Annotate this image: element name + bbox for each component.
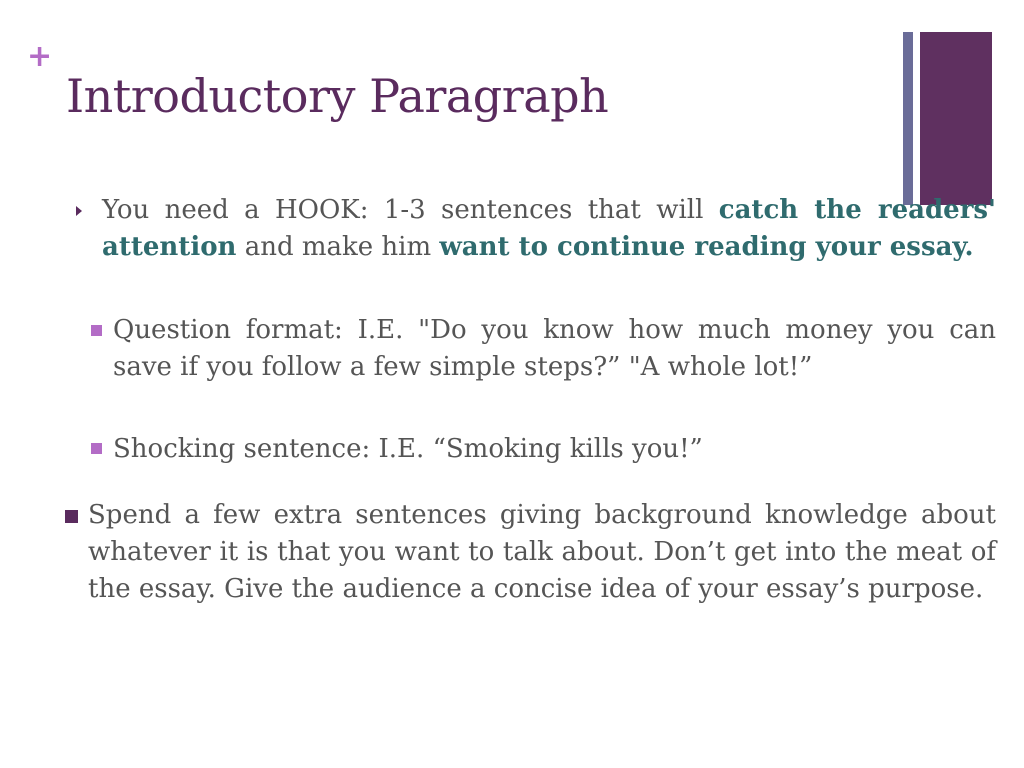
slide-title: Introductory Paragraph: [66, 69, 609, 123]
square-bullet-icon: [91, 443, 102, 454]
decorative-thin-bar: [903, 32, 913, 205]
hook-text-1: You need a HOOK: 1-3 sentences that will: [102, 195, 719, 225]
square-bullet-icon: [65, 510, 78, 523]
hook-text-2: and make him: [236, 232, 440, 262]
hook-highlight-1: catch the readers' attention: [102, 195, 996, 262]
decorative-thick-bar: [920, 32, 992, 205]
square-bullet-icon: [91, 325, 102, 336]
plus-icon: +: [27, 39, 53, 74]
bullet-question-format: Question format: I.E. "Do you know how much money you can save if you follow a few simple steps?” "A whole lot!”: [113, 315, 996, 382]
bullet-background: Spend a few extra sentences giving background knowledge about whatever it is that you want to talk about. Don’t get into the meat of the essay. Give the audience a concise idea of your essay’s purpose.: [88, 500, 996, 604]
bullet-shocking-sentence: Shocking sentence: I.E. “Smoking kills you!”: [113, 434, 703, 464]
arrow-bullet-icon: [76, 206, 82, 216]
hook-highlight-2: want to continue reading your essay.: [439, 232, 974, 262]
bullet-hook: [102, 192, 996, 266]
